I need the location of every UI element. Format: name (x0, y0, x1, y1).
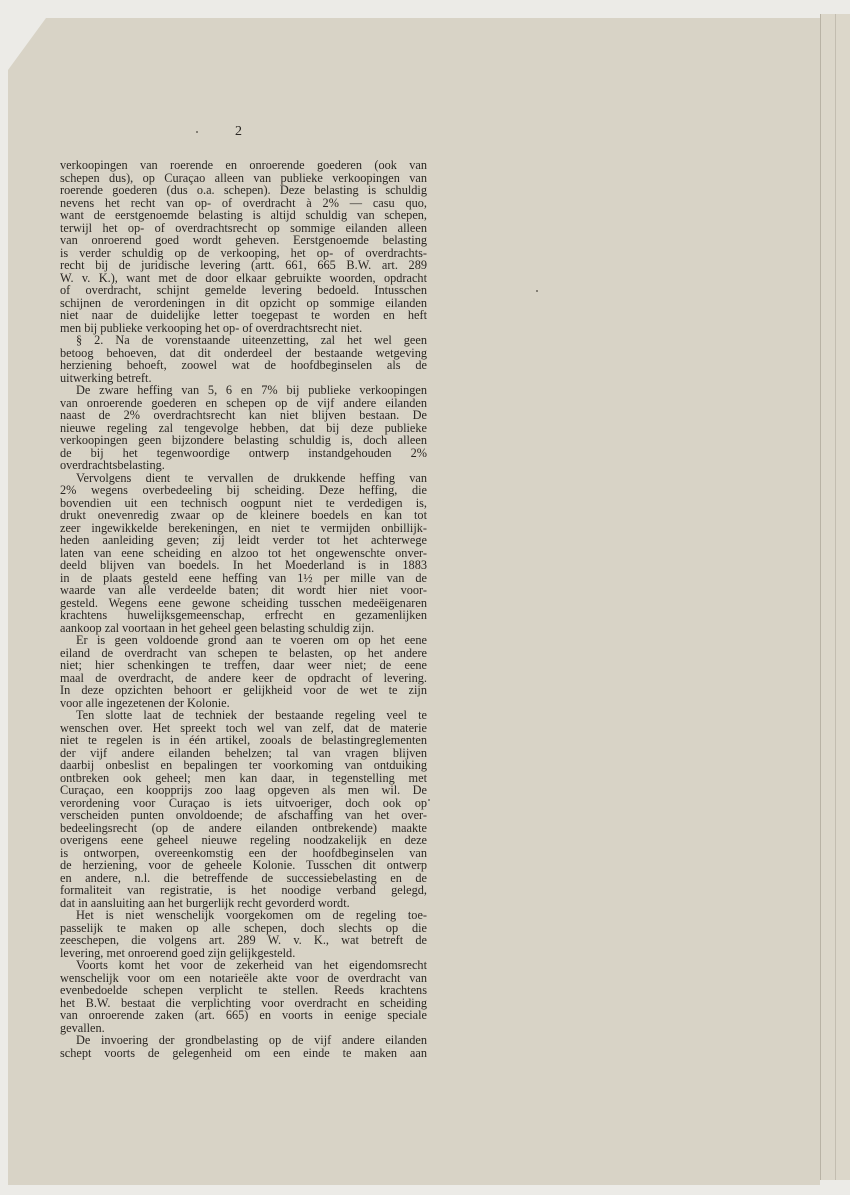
text-line: Ten slotte laat de techniek der bestaande regeling veel te (76, 708, 427, 722)
text-line: nevens het recht van op- of overdracht à 2% — casu quo, (60, 195, 427, 210)
paper-speck (428, 799, 430, 801)
text-line: wenschen over. Het spreekt toch wel van zelf, dat de materie (60, 720, 427, 735)
text-line: 2% wegens overbedeeling bij scheiding. Deze heffing, die (60, 483, 427, 497)
text-line: uitwerking betreft. (60, 370, 152, 385)
text-line: wenschelijk voor om een notarieële akte voor de overdracht van (60, 970, 427, 985)
paper-speck (536, 290, 538, 292)
text-line: verordening voor Curaçao is iets uitvoeriger, doch ook op (60, 795, 427, 810)
text-line: roerende goederen (dus o.a. schepen). Deze belasting is schuldig (60, 183, 427, 197)
text-line: aankoop zal voortaan in het geheel geen belasting schuldig zijn. (60, 620, 375, 635)
text-line: nieuwe regeling zal tengevolge hebben, dat bij deze publieke (60, 420, 427, 435)
text-line: drukt onevenredig zwaar op de kleinere boedels en kan tot (60, 508, 427, 522)
text-line: zeeschepen, die volgens art. 289 W. v. K., wat betreft de (60, 933, 427, 947)
text-line: laten van eene scheiding en alzoo tot het ongewenschte onver- (60, 545, 427, 560)
text-line: is ontworpen, overeenkomstig een der hoofdbeginselen van (60, 845, 427, 860)
text-line: overigens eene geheel nieuwe regeling noodzakelijk en deze (60, 833, 427, 847)
text-line: de herziening, voor de geheele Kolonie. Tusschen dit ontwerp (60, 858, 427, 872)
text-line: het B.W. bestaat die verplichting voor overdracht en scheiding (60, 995, 427, 1010)
text-line: ontbreken ook geheel; men kan daar, in tegenstelling met (60, 770, 427, 785)
text-line: van onroerende zaken (art. 665) en voorts in eenige speciale (60, 1008, 427, 1022)
text-line: Vervolgens dient te vervallen de drukkende heffing van (76, 470, 427, 485)
text-line: is verder schuldig op de verkooping, het op- of overdrachts- (60, 245, 427, 260)
text-line: De invoering der grondbelasting op de vijf andere eilanden (76, 1033, 427, 1047)
text-line: verkoopingen van roerende en onroerende goederen (ook van (60, 158, 427, 172)
text-line: voor alle ingezetenen der Kolonie. (60, 695, 230, 710)
text-line: maal de overdracht, de andere keer de opdracht of levering. (60, 670, 427, 685)
text-line: want de eerstgenoemde belasting is altijd schuldig van schepen, (60, 208, 427, 222)
text-line: de bij het tegenwoordige ontwerp instandgehouden 2% (60, 445, 427, 460)
text-line: gevallen. (60, 1020, 105, 1035)
text-line: schepen dus), op Curaçao alleen van publieke verkoopingen van (60, 170, 427, 185)
text-line: W. v. K.), want met de door elkaar gebruikte woorden, opdracht (60, 270, 427, 285)
text-line: recht bij de juridische levering (artt. 661, 665 B.W. art. 289 (60, 258, 427, 272)
text-line: van onroerende goederen en schepen op de vijf andere eilanden (60, 395, 427, 410)
text-line: zeer ingewikkelde berekeningen, en niet te vermijden onbillijk- (60, 520, 427, 535)
text-line: bedeelingsrecht (op de andere eilanden ontbrekende) maakte (60, 820, 427, 835)
text-line: In deze opzichten behoort er gelijkheid voor de wet te zijn (60, 683, 427, 697)
next-page-edge (820, 14, 850, 1180)
text-line: overdrachtsbelasting. (60, 458, 165, 472)
body-text (60, 158, 427, 1058)
text-line: formaliteit van registratie, is het noodige verband gelegd, (60, 883, 427, 897)
text-line: § 2. Na de vorenstaande uiteenzetting, zal het wel geen (76, 333, 427, 347)
text-line: niet naar de duidelijke letter toegepast te worden en heft (60, 308, 427, 322)
text-line: daarbij onbeslist en bepalingen ter voorkoming van ontduiking (60, 758, 427, 772)
text-line: verscheiden punten onvoldoende; de afschaffing van het over- (60, 808, 427, 822)
page-number: 2 (235, 124, 242, 139)
text-line: terwijl het op- of overdrachtsrecht op sommige eilanden alleen (60, 220, 427, 235)
paper-speck (196, 131, 198, 133)
text-line: niet te regelen is in één artikel, zooals de belastingreglementen (60, 733, 427, 747)
text-line: krachtens huwelijksgemeenschap, erfrecht en gezamenlijken (60, 608, 427, 622)
text-line: men bij publieke verkooping het op- of overdrachtsrecht niet. (60, 320, 363, 335)
text-line: eiland de overdracht van schepen te belasten, op het andere (60, 645, 427, 660)
text-line: dat in aansluiting aan het burgerlijk recht gevorderd wordt. (60, 895, 350, 910)
text-line: Curaçao, een koopprijs zoo laag opgeven als men wil. De (60, 783, 427, 797)
text-line: waarde van alle verdeelde baten; dit wordt hier niet voor- (60, 583, 427, 597)
text-line: gesteld. Wegens eene gewone scheiding tusschen medeëigenaren (60, 595, 427, 610)
text-line: bovendien uit een technisch oogpunt niet te verdedigen is, (60, 495, 427, 510)
text-line: der vijf andere eilanden behelzen; tal van vragen blijven (60, 745, 427, 760)
text-line: Voorts komt het voor de zekerheid van het eigendomsrecht (76, 958, 427, 972)
text-line: van onroerend goed wordt geheven. Eerstgenoemde belasting (60, 233, 427, 247)
text-line: levering, met onroerend goed zijn gelijkgesteld. (60, 945, 296, 960)
text-line: Er is geen voldoende grond aan te voeren om op het eene (76, 633, 427, 647)
text-line: en andere, n.l. die betreffende de successiebelasting en de (60, 870, 427, 885)
text-line: schept voorts de gelegenheid om een einde te maken aan (60, 1045, 427, 1060)
text-line: naast de 2% overdrachtsrecht kan niet blijven bestaan. De (60, 408, 427, 422)
text-line: Het is niet wenschelijk voorgekomen om de regeling toe- (76, 908, 427, 922)
text-line: passelijk te maken op alle schepen, doch slechts op die (60, 920, 427, 935)
text-line: deeld blijven van boedels. In het Moederland is in 1883 (60, 558, 427, 572)
text-line: verkoopingen geen bijzondere belasting schuldig is, doch alleen (60, 433, 427, 447)
text-line: niet; hier schenkingen te treffen, daar weer niet; de eene (60, 658, 427, 672)
text-line: herziening behoeft, zoowel wat de hoofdbeginselen als de (60, 358, 427, 372)
text-line: schijnen de verordeningen in dit opzicht op sommige eilanden (60, 295, 427, 310)
text-line: in de plaats gesteld eene heffing van 1½ per mille van de (60, 570, 427, 585)
text-line: betoog behoeven, dat dit onderdeel der bestaande wetgeving (60, 345, 427, 360)
text-line: evenbedoelde schepen verplicht te stellen. Reeds krachtens (60, 983, 427, 997)
text-line: heden aanleiding geven; zij leidt verder tot het achterwege (60, 533, 427, 547)
text-line: De zware heffing van 5, 6 en 7% bij publieke verkoopingen (76, 383, 427, 397)
text-line: of overdracht, schijnt gemelde levering bedoeld. Intusschen (60, 283, 427, 297)
